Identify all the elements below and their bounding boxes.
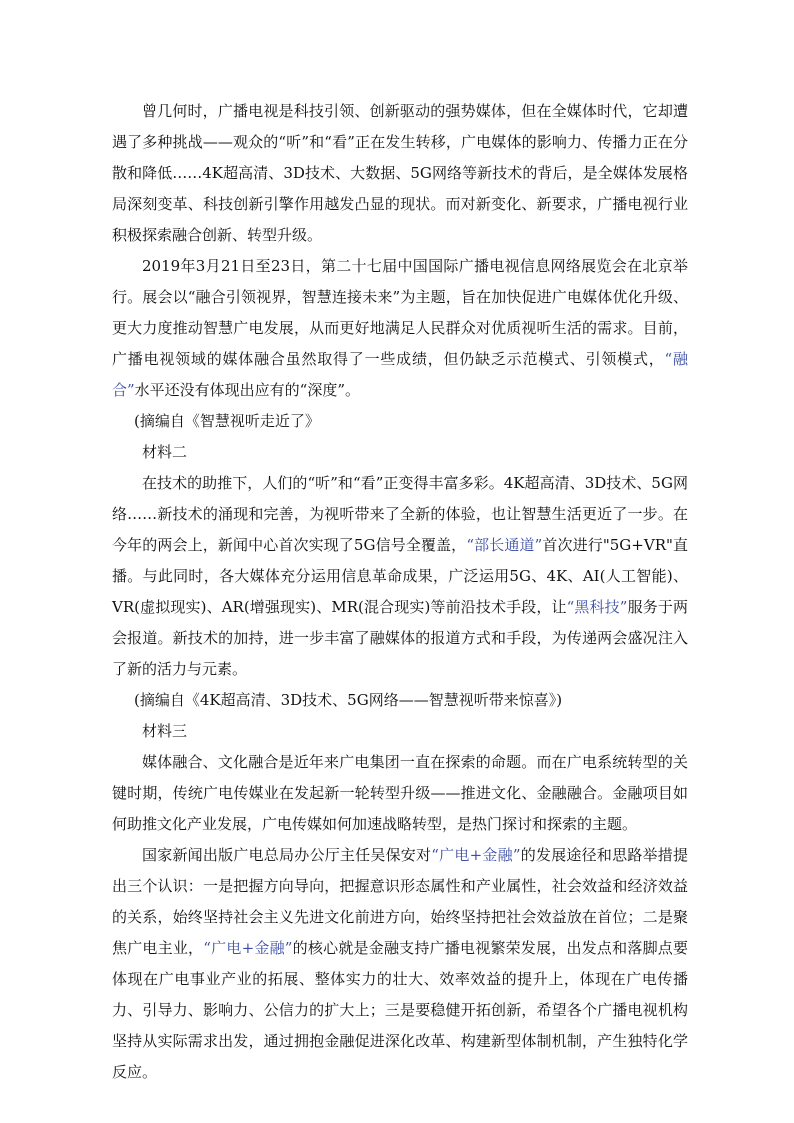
paragraph-5: [112, 840, 688, 1088]
paragraph-5-text-b: 的发展途径和思路举措提出三个认识：一是把握方向导向，把握意识形态属性和产业属性，社会效益和经济效益的关系，始终坚持社会主义先进文化前进方向，始终坚持把社会效益放在首位；二是聚焦广电主业，: [112, 846, 688, 957]
paragraph-2-text-a: 2019年3月21日至23日，第二十七届中国国际广播电视信息网络展览会在北京举行。展会以“融合引领视界，智慧连接未来”为主题，旨在加快促进广电媒体优化升级、更大力度推动智慧广电发展，从而更好地满足人民群众对优质视听生活的需求。目前，广播电视领域的媒体融合虽然取得了一些成绩，但仍缺乏示范模式、引领模式，: [112, 257, 688, 368]
source-citation-2: (摘编自《4K超高清、3D技术、5G网络——智慧视听带来惊喜》): [134, 691, 563, 709]
paragraph-1-text: 曾几何时，广播电视是科技引领、创新驱动的强势媒体，但在全媒体时代，它却遭遇了多种挑战——观众的“听”和“看”正在发生转移，广电媒体的影响力、传播力正在分散和降低……4K超高清、3D技术、大数据、5G网络等新技术的背后，是全媒体发展格局深刻变革、科技创新引擎作用越发凸显的现状。而对新变化、新要求，广播电视行业积极探索融合创新、转型升级。: [112, 102, 688, 244]
paragraph-3-text-b: 首次进行"5G+VR"直播。与此同时，各大媒体充分运用信息革命成果，广泛运用5G、4K、AI(人工智能)、VR(虚拟现实)、AR(增强现实)、MR(混合现实)等前沿技术手段，让: [112, 536, 689, 616]
paragraph-3-text-a: 在技术的助推下，人们的“听”和“看”正变得丰富多彩。4K超高清、3D技术、5G网络……新技术的涌现和完善，为视听带来了全新的体验，也让智慧生活更近了一步。在今年的两会上，新闻中心首次实现了5G信号全覆盖，: [112, 474, 688, 554]
paragraph-5-text-c: 的核心就是金融支持广播电视繁荣发展，出发点和落脚点要体现在广电事业产业的拓展、整体实力的壮大、效率效益的提升上，体现在广电传播力、引导力、影响力、公信力的扩大上；三是要稳健开拓创新，希望各个广播电视机构坚持从实际需求出发，通过拥抱金融促进深化改革、构建新型体制机制，产生独特化学反应。: [112, 939, 688, 1081]
highlight-term: “黑科技”: [566, 598, 628, 616]
paragraph-1: [112, 96, 688, 251]
paragraph-2-text-b: 水平还没有体现出应有的“深度”。: [134, 381, 361, 399]
paragraph-4-text: 媒体融合、文化融合是近年来广电集团一直在探索的命题。而在广电系统转型的关键时期，传统广电传媒业在发起新一轮转型升级——推进文化、金融融合。金融项目如何助推文化产业发展，广电传媒如何加速战略转型，是热门探讨和探索的主题。: [112, 753, 688, 833]
highlight-term: “部长通道”: [466, 536, 543, 554]
paragraph-5-text-a: 国家新闻出版广电总局办公厅主任吴保安对: [142, 846, 432, 864]
highlight-term: “广电+金融”: [431, 846, 521, 864]
section-heading-3: 材料三: [142, 722, 188, 740]
paragraph-3-text-c: 服务于两会报道。新技术的加持，进一步丰富了融媒体的报道方式和手段，为传递两会盛况注入了新的活力与元素。: [112, 598, 688, 678]
paragraph-4: [112, 747, 688, 840]
paragraph-3: [112, 468, 688, 685]
highlight-term: “融合”: [112, 350, 688, 399]
paragraph-2: [112, 251, 688, 406]
source-citation-1: (摘编自《智慧视听走近了》: [134, 412, 320, 430]
highlight-term: “广电+金融”: [203, 939, 293, 957]
document-body: [112, 96, 688, 1088]
section-heading-2: 材料二: [142, 443, 188, 461]
